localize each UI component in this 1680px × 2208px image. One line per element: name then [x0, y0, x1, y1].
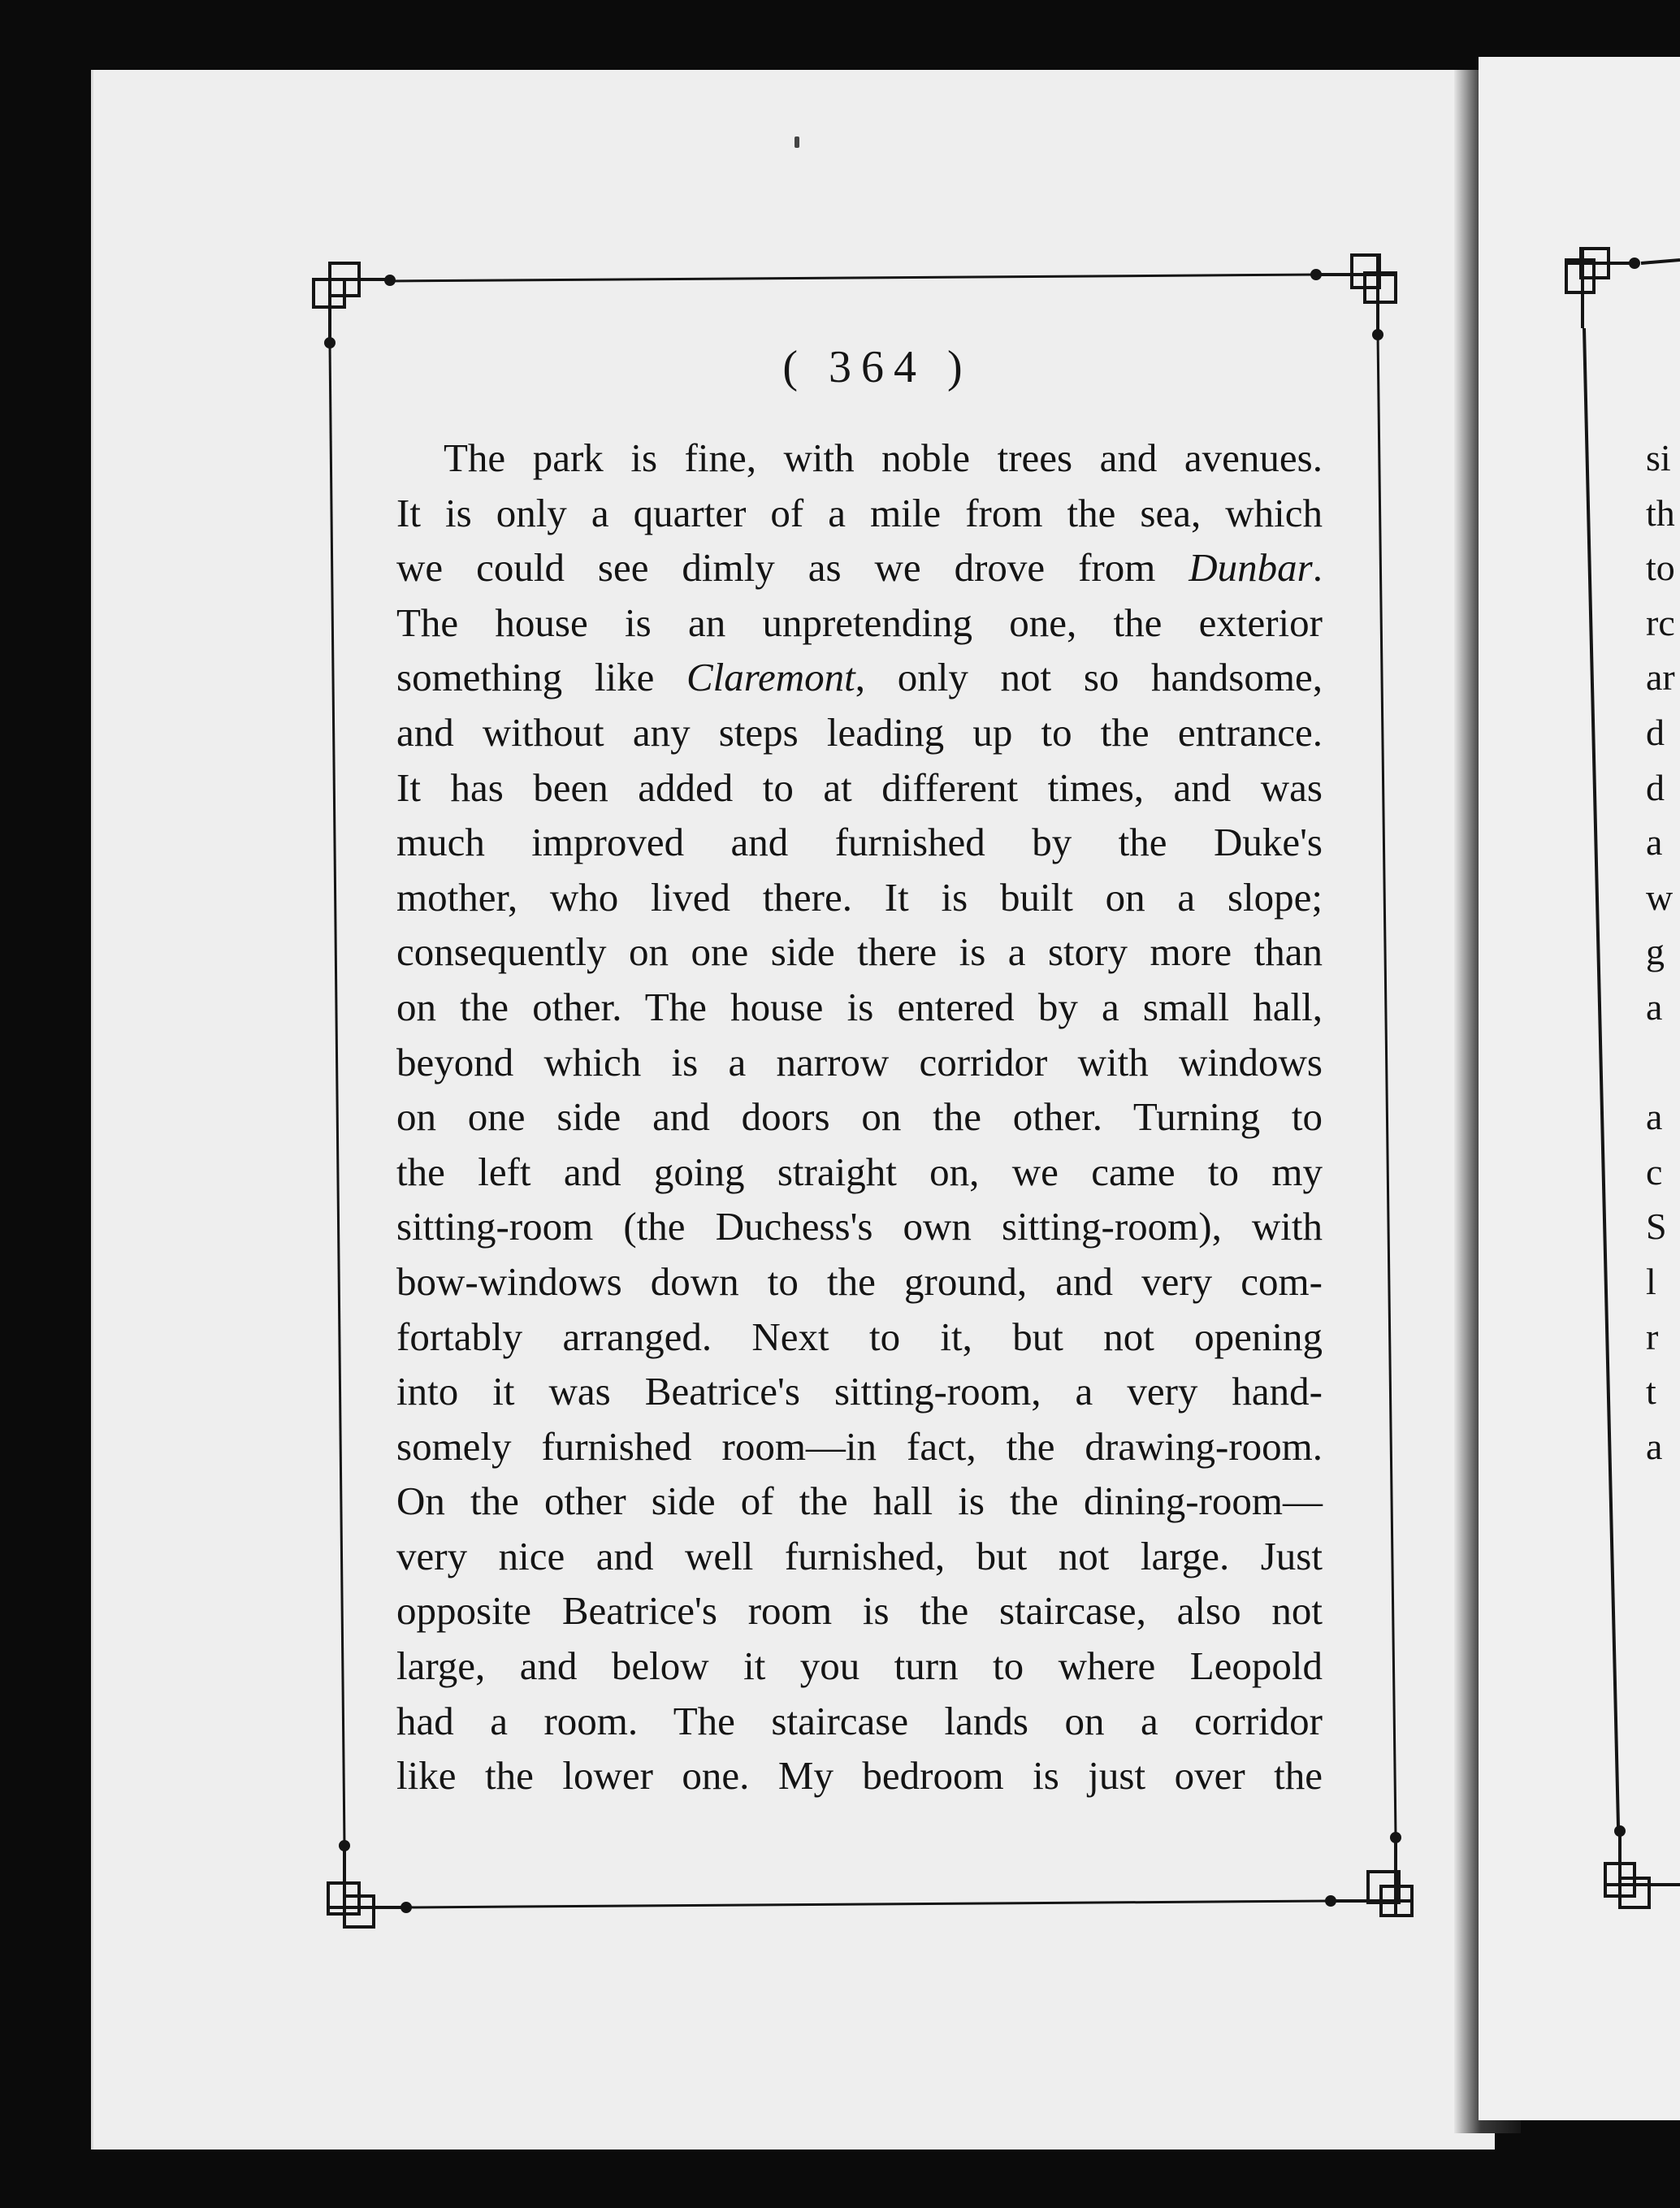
fragment: to	[1646, 547, 1675, 589]
text-run: .	[1312, 545, 1323, 591]
text-line: and without any steps leading up to the entrance.	[396, 709, 1323, 755]
fragment: rc	[1646, 601, 1675, 643]
place-name-italic: Claremont	[686, 655, 855, 700]
text-line: very nice and well furnished, but not large. Just	[396, 1533, 1323, 1578]
text-line: into it was Beatrice's sitting-room, a very hand-	[396, 1369, 1323, 1414]
text-line	[396, 650, 1323, 705]
fragment: a	[1646, 1096, 1663, 1138]
corner-ornament-top-left	[314, 262, 394, 347]
fragment: d	[1646, 766, 1665, 808]
corner-ornament-bottom-left	[328, 1842, 410, 1927]
fragment: si	[1646, 437, 1671, 478]
fragment: th	[1646, 491, 1675, 534]
text-line: On the other side of the hall is the dining-room—	[396, 1478, 1323, 1524]
corner-ornament-top-right	[1312, 253, 1396, 339]
text-line: It has been added to at different times, and was	[396, 764, 1323, 810]
body-paragraph	[396, 431, 1323, 1803]
place-name-italic: Dunbar	[1189, 545, 1313, 591]
corner-ornament-bottom-right	[1327, 1834, 1412, 1916]
fragment: a	[1646, 821, 1663, 864]
text-line: bow-windows down to the ground, and very com-	[396, 1258, 1323, 1304]
text-line: somely furnished room—in fact, the drawing-room.	[396, 1423, 1323, 1469]
text-run: , only not so handsome,	[855, 655, 1323, 700]
text-line: opposite Beatrice's room is the staircase, also not	[396, 1588, 1323, 1634]
text-line: like the lower one. My bedroom is just over the	[396, 1753, 1323, 1799]
text-line: on the other. The house is entered by a small hall,	[396, 984, 1323, 1029]
text-line: The house is an unpretending one, the exterior	[396, 600, 1323, 645]
text-line: large, and below it you turn to where Leopold	[396, 1643, 1323, 1689]
fragment: w	[1646, 876, 1674, 918]
text-line: on one side and doors on the other. Turning to	[396, 1094, 1323, 1140]
text-line: The park is fine, with noble trees and avenues.	[444, 435, 1323, 480]
fragment: S	[1646, 1206, 1667, 1248]
text-line: consequently on one side there is a story more than	[396, 929, 1323, 975]
fragment: t	[1646, 1370, 1656, 1413]
page-number: ( 364 )	[782, 342, 972, 392]
text-line	[396, 540, 1323, 595]
fragment: g	[1646, 931, 1665, 973]
fragment: a	[1646, 1425, 1663, 1467]
text-run: we could see dimly as we drove from	[396, 545, 1189, 591]
text-line: beyond which is a narrow corridor with windows	[396, 1039, 1323, 1085]
fragment: r	[1646, 1315, 1659, 1357]
text-line: the left and going straight on, we came to my	[396, 1149, 1323, 1194]
fragment: ar	[1646, 656, 1675, 699]
text-line: had a room. The staircase lands on a corridor	[396, 1698, 1323, 1743]
text-line: much improved and furnished by the Duke's	[396, 820, 1323, 865]
text-run: something like	[396, 655, 686, 700]
text-line: mother, who lived there. It is built on a slope;	[396, 874, 1323, 920]
text-line: sitting-room (the Duchess's own sitting-room), with	[396, 1204, 1323, 1249]
fragment: d	[1646, 711, 1665, 753]
facing-page-text-fragments	[1646, 431, 1675, 1474]
text-line: It is only a quarter of a mile from the sea, which	[396, 490, 1323, 535]
text-line: fortably arranged. Next to it, but not opening	[396, 1314, 1323, 1359]
fragment: c	[1646, 1150, 1663, 1193]
fragment: a	[1646, 985, 1663, 1028]
fragment: l	[1646, 1260, 1656, 1302]
